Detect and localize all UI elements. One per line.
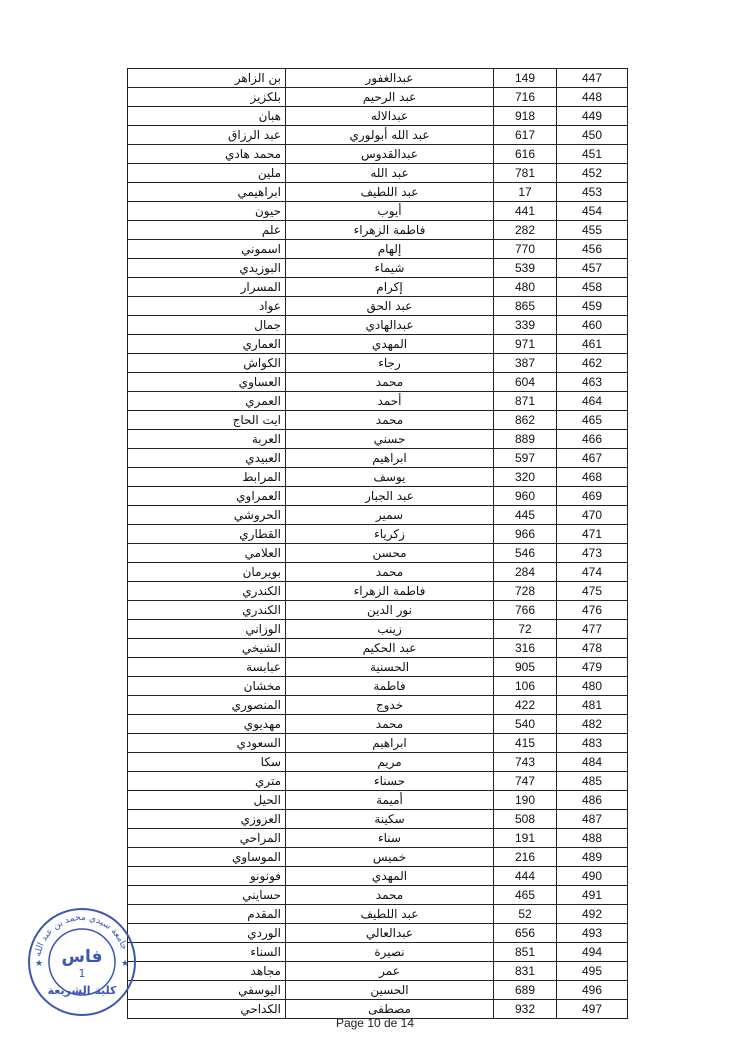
given-name-cell: يوسف [286, 468, 494, 487]
given-name-cell: عبدالاله [286, 107, 494, 126]
given-name-cell: عبد اللطيف [286, 183, 494, 202]
family-name-cell: جمال [128, 316, 286, 335]
row-number-cell: 448 [557, 88, 628, 107]
row-number-cell: 465 [557, 411, 628, 430]
code-cell: 106 [494, 677, 557, 696]
row-number-cell: 497 [557, 1000, 628, 1019]
family-name-cell: الوزاني [128, 620, 286, 639]
stamp-star-icon: ★ [121, 959, 130, 969]
table-row [128, 449, 628, 468]
row-number-cell: 496 [557, 981, 628, 1000]
given-name-cell: مصطفى [286, 1000, 494, 1019]
table-row [128, 734, 628, 753]
code-cell: 191 [494, 829, 557, 848]
table-row [128, 696, 628, 715]
table-row [128, 240, 628, 259]
row-number-cell: 450 [557, 126, 628, 145]
table-row [128, 772, 628, 791]
family-name-cell: العربة [128, 430, 286, 449]
family-name-cell: مجاهد [128, 962, 286, 981]
code-cell: 445 [494, 506, 557, 525]
row-number-cell: 470 [557, 506, 628, 525]
row-number-cell: 475 [557, 582, 628, 601]
stamp-city: فاس [61, 947, 103, 967]
code-cell: 905 [494, 658, 557, 677]
family-name-cell: المنصوري [128, 696, 286, 715]
code-cell: 284 [494, 563, 557, 582]
row-number-cell: 477 [557, 620, 628, 639]
row-number-cell: 464 [557, 392, 628, 411]
family-name-cell: متري [128, 772, 286, 791]
page-number: Page 10 de 14 [335, 1016, 415, 1030]
given-name-cell: محمد [286, 563, 494, 582]
code-cell: 190 [494, 791, 557, 810]
table-row [128, 620, 628, 639]
row-number-cell: 491 [557, 886, 628, 905]
table-row [128, 430, 628, 449]
family-name-cell: عواد [128, 297, 286, 316]
table-row [128, 487, 628, 506]
code-cell: 831 [494, 962, 557, 981]
row-number-cell: 456 [557, 240, 628, 259]
row-number-cell: 492 [557, 905, 628, 924]
family-name-cell: محمد هادي [128, 145, 286, 164]
table-row [128, 753, 628, 772]
given-name-cell: سكينة [286, 810, 494, 829]
code-cell: 316 [494, 639, 557, 658]
code-cell: 597 [494, 449, 557, 468]
table-row [128, 791, 628, 810]
table-row [128, 905, 628, 924]
given-name-cell: خميس [286, 848, 494, 867]
table-row [128, 126, 628, 145]
faculty-stamp [26, 906, 138, 1018]
table-row [128, 886, 628, 905]
family-name-cell: الكداحي [128, 1000, 286, 1019]
given-name-cell: نور الدين [286, 601, 494, 620]
table-row [128, 373, 628, 392]
table-row [128, 582, 628, 601]
family-name-cell: الكندري [128, 601, 286, 620]
family-name-cell: الحروشي [128, 506, 286, 525]
code-cell: 865 [494, 297, 557, 316]
family-name-cell: فونونو [128, 867, 286, 886]
code-cell: 465 [494, 886, 557, 905]
stamp-number: 1 [78, 967, 86, 980]
code-cell: 415 [494, 734, 557, 753]
table-row [128, 601, 628, 620]
table-row [128, 867, 628, 886]
given-name-cell: عبد الحق [286, 297, 494, 316]
table-row [128, 677, 628, 696]
row-number-cell: 452 [557, 164, 628, 183]
code-cell: 540 [494, 715, 557, 734]
code-cell: 971 [494, 335, 557, 354]
family-name-cell: العمراوي [128, 487, 286, 506]
table-row [128, 658, 628, 677]
code-cell: 932 [494, 1000, 557, 1019]
family-name-cell: عبابسة [128, 658, 286, 677]
code-cell: 960 [494, 487, 557, 506]
table-row [128, 354, 628, 373]
family-name-cell: المسرار [128, 278, 286, 297]
table-row [128, 316, 628, 335]
row-number-cell: 467 [557, 449, 628, 468]
row-number-cell: 453 [557, 183, 628, 202]
family-name-cell: سكا [128, 753, 286, 772]
given-name-cell: المهدي [286, 335, 494, 354]
table-row [128, 259, 628, 278]
given-name-cell: ابراهيم [286, 449, 494, 468]
table-row [128, 69, 628, 88]
table-row [128, 221, 628, 240]
table-row [128, 392, 628, 411]
row-number-cell: 474 [557, 563, 628, 582]
row-number-cell: 494 [557, 943, 628, 962]
given-name-cell: عبدالعالي [286, 924, 494, 943]
given-name-cell: أحمد [286, 392, 494, 411]
table-row [128, 107, 628, 126]
family-name-cell: حسايني [128, 886, 286, 905]
family-name-cell: العمري [128, 392, 286, 411]
table-row [128, 202, 628, 221]
table-row [128, 544, 628, 563]
code-cell: 966 [494, 525, 557, 544]
given-name-cell: المهدي [286, 867, 494, 886]
family-name-cell: العساوي [128, 373, 286, 392]
row-number-cell: 495 [557, 962, 628, 981]
code-cell: 728 [494, 582, 557, 601]
family-name-cell: العلامي [128, 544, 286, 563]
family-name-cell: الحيل [128, 791, 286, 810]
row-number-cell: 490 [557, 867, 628, 886]
row-number-cell: 487 [557, 810, 628, 829]
family-name-cell: هبان [128, 107, 286, 126]
table-row [128, 411, 628, 430]
family-name-cell: بويرمان [128, 563, 286, 582]
code-cell: 770 [494, 240, 557, 259]
given-name-cell: إكرام [286, 278, 494, 297]
row-number-cell: 473 [557, 544, 628, 563]
family-name-cell: الشيخي [128, 639, 286, 658]
family-name-cell: الكندري [128, 582, 286, 601]
table-row [128, 981, 628, 1000]
code-cell: 656 [494, 924, 557, 943]
code-cell: 387 [494, 354, 557, 373]
given-name-cell: الحسنية [286, 658, 494, 677]
row-number-cell: 488 [557, 829, 628, 848]
family-name-cell: اليوسفي [128, 981, 286, 1000]
table-row [128, 297, 628, 316]
code-cell: 743 [494, 753, 557, 772]
given-name-cell: محسن [286, 544, 494, 563]
code-cell: 918 [494, 107, 557, 126]
given-name-cell: فاطمة الزهراء [286, 221, 494, 240]
row-number-cell: 463 [557, 373, 628, 392]
family-name-cell: العزوزي [128, 810, 286, 829]
given-name-cell: أيوب [286, 202, 494, 221]
given-name-cell: أميمة [286, 791, 494, 810]
family-name-cell: عبد الرزاق [128, 126, 286, 145]
family-name-cell: الكواش [128, 354, 286, 373]
code-cell: 851 [494, 943, 557, 962]
table-row [128, 639, 628, 658]
row-number-cell: 483 [557, 734, 628, 753]
code-cell: 282 [494, 221, 557, 240]
table-row [128, 506, 628, 525]
given-name-cell: عبد الجبار [286, 487, 494, 506]
code-cell: 422 [494, 696, 557, 715]
given-name-cell: عبد الحكيم [286, 639, 494, 658]
row-number-cell: 486 [557, 791, 628, 810]
row-number-cell: 485 [557, 772, 628, 791]
given-name-cell: سمير [286, 506, 494, 525]
given-name-cell: عبدالغفور [286, 69, 494, 88]
family-name-cell: بن الزاهر [128, 69, 286, 88]
given-name-cell: زينب [286, 620, 494, 639]
code-cell: 149 [494, 69, 557, 88]
row-number-cell: 447 [557, 69, 628, 88]
family-name-cell: القطاري [128, 525, 286, 544]
row-number-cell: 476 [557, 601, 628, 620]
table-row [128, 525, 628, 544]
given-name-cell: عمر [286, 962, 494, 981]
family-name-cell: ملين [128, 164, 286, 183]
row-number-cell: 478 [557, 639, 628, 658]
row-number-cell: 466 [557, 430, 628, 449]
row-number-cell: 493 [557, 924, 628, 943]
row-number-cell: 462 [557, 354, 628, 373]
table-row [128, 335, 628, 354]
code-cell: 871 [494, 392, 557, 411]
table-row [128, 829, 628, 848]
table-row [128, 145, 628, 164]
given-name-cell: عبد الرحيم [286, 88, 494, 107]
row-number-cell: 449 [557, 107, 628, 126]
given-name-cell: عبدالقدوس [286, 145, 494, 164]
table-row [128, 468, 628, 487]
family-name-cell: المقدم [128, 905, 286, 924]
table-row [128, 88, 628, 107]
code-cell: 444 [494, 867, 557, 886]
given-name-cell: سناء [286, 829, 494, 848]
given-name-cell: حسني [286, 430, 494, 449]
family-name-cell: مخشان [128, 677, 286, 696]
given-name-cell: محمد [286, 411, 494, 430]
code-cell: 17 [494, 183, 557, 202]
code-cell: 546 [494, 544, 557, 563]
row-number-cell: 480 [557, 677, 628, 696]
given-name-cell: عبد الله [286, 164, 494, 183]
row-number-cell: 460 [557, 316, 628, 335]
row-number-cell: 484 [557, 753, 628, 772]
table-row [128, 962, 628, 981]
code-cell: 616 [494, 145, 557, 164]
table-row [128, 183, 628, 202]
code-cell: 508 [494, 810, 557, 829]
family-name-cell: ايت الحاج [128, 411, 286, 430]
given-name-cell: خدوج [286, 696, 494, 715]
given-name-cell: ابراهيم [286, 734, 494, 753]
table-row [128, 715, 628, 734]
row-number-cell: 457 [557, 259, 628, 278]
family-name-cell: الوردي [128, 924, 286, 943]
row-number-cell: 468 [557, 468, 628, 487]
table-row [128, 164, 628, 183]
family-name-cell: البوزيدي [128, 259, 286, 278]
row-number-cell: 451 [557, 145, 628, 164]
code-cell: 766 [494, 601, 557, 620]
given-name-cell: إلهام [286, 240, 494, 259]
table-row [128, 810, 628, 829]
row-number-cell: 471 [557, 525, 628, 544]
stamp-faculty: كلية الشريعة [47, 984, 117, 997]
code-cell: 781 [494, 164, 557, 183]
family-name-cell: المرابط [128, 468, 286, 487]
given-name-cell: مريم [286, 753, 494, 772]
row-number-cell: 469 [557, 487, 628, 506]
row-number-cell: 454 [557, 202, 628, 221]
table-row [128, 278, 628, 297]
family-name-cell: المراحي [128, 829, 286, 848]
stamp-star-icon: ★ [35, 959, 44, 969]
table-body [128, 69, 628, 1019]
family-name-cell: علم [128, 221, 286, 240]
row-number-cell: 489 [557, 848, 628, 867]
family-name-cell: اسموني [128, 240, 286, 259]
given-name-cell: عبد الله أبولوري [286, 126, 494, 145]
family-name-cell: الموساوي [128, 848, 286, 867]
table-row [128, 924, 628, 943]
code-cell: 862 [494, 411, 557, 430]
code-cell: 480 [494, 278, 557, 297]
code-cell: 539 [494, 259, 557, 278]
given-name-cell: حسناء [286, 772, 494, 791]
code-cell: 689 [494, 981, 557, 1000]
given-name-cell: رجاء [286, 354, 494, 373]
code-cell: 716 [494, 88, 557, 107]
row-number-cell: 459 [557, 297, 628, 316]
family-name-cell: السناء [128, 943, 286, 962]
family-name-cell: السعودي [128, 734, 286, 753]
row-number-cell: 479 [557, 658, 628, 677]
family-name-cell: مهديوي [128, 715, 286, 734]
family-name-cell: العماري [128, 335, 286, 354]
given-name-cell: محمد [286, 886, 494, 905]
given-name-cell: الحسين [286, 981, 494, 1000]
table-row [128, 563, 628, 582]
given-name-cell: عبد اللطيف [286, 905, 494, 924]
given-name-cell: فاطمة [286, 677, 494, 696]
code-cell: 617 [494, 126, 557, 145]
table-row [128, 848, 628, 867]
family-name-cell: حيون [128, 202, 286, 221]
code-cell: 889 [494, 430, 557, 449]
code-cell: 339 [494, 316, 557, 335]
row-number-cell: 455 [557, 221, 628, 240]
code-cell: 52 [494, 905, 557, 924]
given-name-cell: عبدالهادي [286, 316, 494, 335]
code-cell: 604 [494, 373, 557, 392]
given-name-cell: محمد [286, 373, 494, 392]
code-cell: 72 [494, 620, 557, 639]
given-name-cell: شيماء [286, 259, 494, 278]
family-name-cell: ابراهيمي [128, 183, 286, 202]
code-cell: 216 [494, 848, 557, 867]
row-number-cell: 482 [557, 715, 628, 734]
code-cell: 441 [494, 202, 557, 221]
family-name-cell: العبيدي [128, 449, 286, 468]
given-name-cell: زكرياء [286, 525, 494, 544]
given-name-cell: فاطمة الزهراء [286, 582, 494, 601]
code-cell: 747 [494, 772, 557, 791]
student-list-table [127, 68, 628, 1019]
row-number-cell: 481 [557, 696, 628, 715]
row-number-cell: 458 [557, 278, 628, 297]
table-row [128, 943, 628, 962]
code-cell: 320 [494, 468, 557, 487]
given-name-cell: محمد [286, 715, 494, 734]
family-name-cell: بلكزيز [128, 88, 286, 107]
row-number-cell: 461 [557, 335, 628, 354]
stamp-ring-text: جامعة سيدي محمد بن عبد الله [33, 912, 130, 958]
given-name-cell: نصيرة [286, 943, 494, 962]
